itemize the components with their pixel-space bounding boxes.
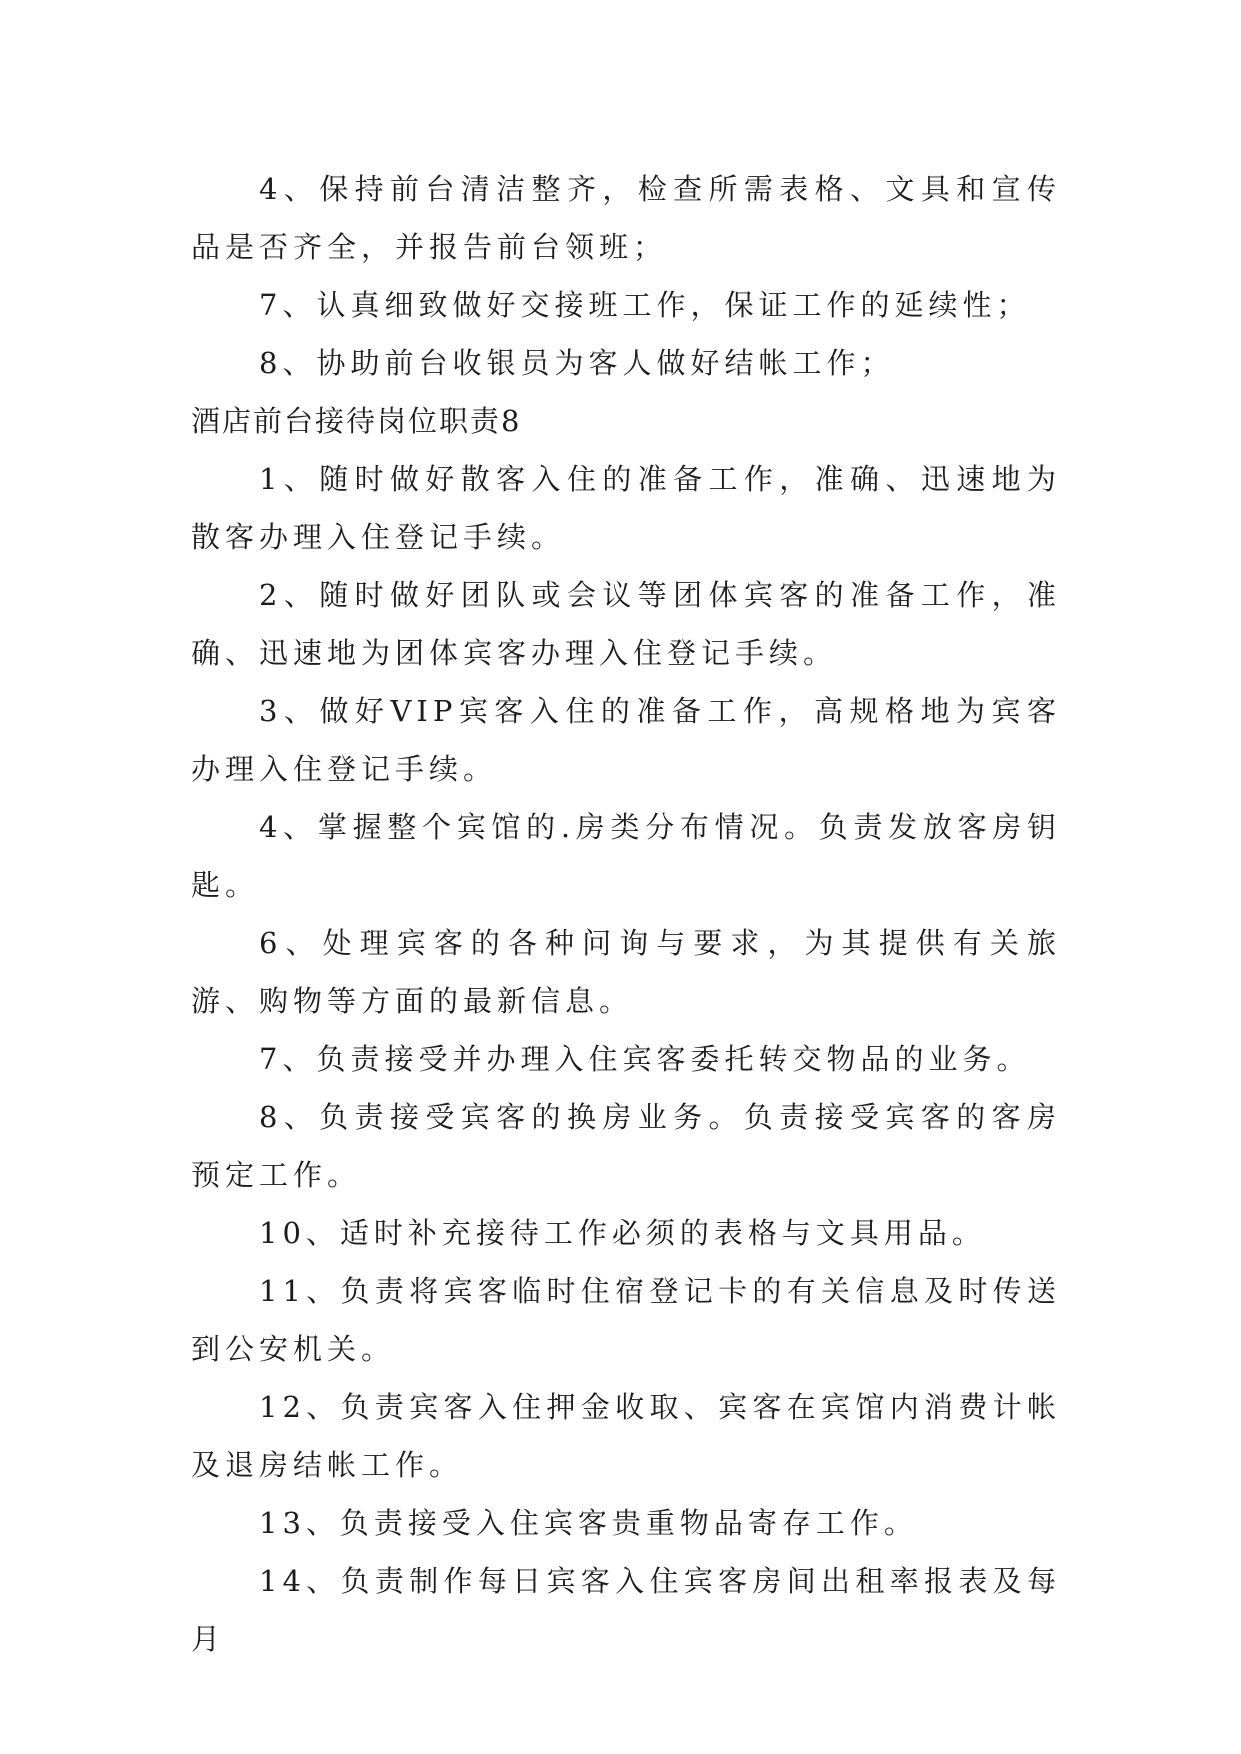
list-item: 6、处理宾客的各种问询与要求，为其提供有关旅游、购物等方面的最新信息。	[191, 926, 1061, 1018]
list-item: 4、保持前台清洁整齐，检查所需表格、文具和宣传品是否齐全，并报告前台领班；	[191, 172, 1061, 264]
list-item: 2、随时做好团队或会议等团体宾客的准备工作，准确、迅速地为团体宾客办理入住登记手续。	[191, 578, 1061, 670]
list-item: 7、负责接受并办理入住宾客委托转交物品的业务。	[259, 1042, 1031, 1076]
list-item: 4、掌握整个宾馆的.房类分布情况。负责发放客房钥匙。	[191, 810, 1061, 902]
list-item: 14、负责制作每日宾客入住宾客房间出租率报表及每月	[191, 1564, 1061, 1656]
list-item: 10、适时补充接待工作必须的表格与文具用品。	[259, 1216, 986, 1250]
list-item: 12、负责宾客入住押金收取、宾客在宾馆内消费计帐及退房结帐工作。	[191, 1390, 1061, 1482]
list-item: 13、负责接受入住宾客贵重物品寄存工作。	[259, 1506, 918, 1540]
section-heading: 酒店前台接待岗位职责8	[191, 404, 522, 438]
list-item: 3、做好VIP宾客入住的准备工作，高规格地为宾客办理入住登记手续。	[191, 694, 1061, 786]
document-body	[191, 160, 1061, 1668]
list-item: 1、随时做好散客入住的准备工作，准确、迅速地为散客办理入住登记手续。	[191, 462, 1061, 554]
list-item: 8、协助前台收银员为客人做好结帐工作；	[259, 346, 895, 380]
list-item: 8、负责接受宾客的换房业务。负责接受宾客的客房预定工作。	[191, 1100, 1061, 1192]
list-item: 11、负责将宾客临时住宿登记卡的有关信息及时传送到公安机关。	[191, 1274, 1061, 1366]
list-item: 7、认真细致做好交接班工作，保证工作的延续性；	[259, 288, 1031, 322]
